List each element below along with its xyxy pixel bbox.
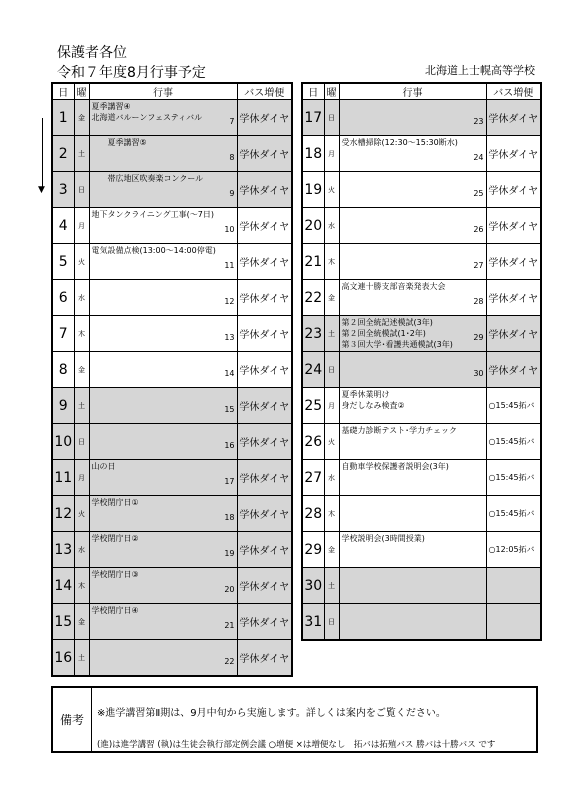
table-row <box>302 388 541 424</box>
bus-schedule: 学休ダイヤ <box>486 244 541 280</box>
weekday: 月 <box>324 136 339 172</box>
event-text: 学校閉庁日③ <box>91 570 139 579</box>
bus-schedule <box>486 568 541 604</box>
day-number: 1 <box>52 100 74 136</box>
day-number: 27 <box>302 460 324 496</box>
bus-schedule: 学休ダイヤ <box>486 100 541 136</box>
school-day-count: 13 <box>224 333 235 342</box>
bus-schedule: 学休ダイヤ <box>237 136 292 172</box>
day-number: 16 <box>52 640 74 677</box>
table-row <box>52 316 292 352</box>
weekday: 金 <box>74 352 89 388</box>
school-day-count: 8 <box>229 153 235 162</box>
event-text: 帯広地区吹奏楽コンクール <box>91 174 204 183</box>
day-number: 8 <box>52 352 74 388</box>
school-day-count: 29 <box>473 333 484 342</box>
bus-schedule: ○12:05拓バ <box>486 532 541 568</box>
day-number: 26 <box>302 424 324 460</box>
table-row <box>52 100 292 136</box>
event-cell <box>89 280 237 316</box>
day-number: 20 <box>302 208 324 244</box>
school-name: 北海道上士幌高等学校 <box>425 64 535 77</box>
bus-schedule: 学休ダイヤ <box>486 136 541 172</box>
bus-schedule: 学休ダイヤ <box>486 208 541 244</box>
bus-schedule: ○15:45拓バ <box>486 388 541 424</box>
table-row <box>302 532 541 568</box>
day-number: 13 <box>52 532 74 568</box>
table-row <box>302 280 541 316</box>
day-number: 31 <box>302 604 324 641</box>
event-cell <box>89 244 237 280</box>
school-day-count: 7 <box>229 117 235 126</box>
table-row <box>52 424 292 460</box>
event-cell <box>89 100 237 136</box>
weekday: 月 <box>74 208 89 244</box>
weekday: 金 <box>74 100 89 136</box>
event-cell <box>339 424 486 460</box>
bus-schedule: ○15:45拓バ <box>486 460 541 496</box>
notes-line-1: ※進学講習第Ⅱ期は、9月中旬から実施します。詳しくは案内をご覧ください。 <box>97 708 446 719</box>
table-row <box>52 172 292 208</box>
table-row <box>52 208 292 244</box>
event-cell <box>89 316 237 352</box>
bus-schedule: 学休ダイヤ <box>237 460 292 496</box>
table-row <box>52 244 292 280</box>
day-number: 5 <box>52 244 74 280</box>
table-row <box>52 640 292 677</box>
school-day-count: 26 <box>473 225 484 234</box>
span-arrow-line <box>42 118 43 190</box>
event-text: 第２回全統記述模試(3年) 第２回全統模試(1･2年) 第３回大学･看護共通模試(3年) <box>341 318 453 349</box>
weekday: 月 <box>74 460 89 496</box>
table-row <box>302 316 541 352</box>
day-number: 10 <box>52 424 74 460</box>
weekday: 土 <box>74 136 89 172</box>
weekday: 火 <box>74 496 89 532</box>
weekday: 金 <box>324 280 339 316</box>
school-day-count: 30 <box>473 369 484 378</box>
day-number: 30 <box>302 568 324 604</box>
school-day-count: 25 <box>473 189 484 198</box>
bus-schedule: 学休ダイヤ <box>237 352 292 388</box>
event-cell <box>339 208 486 244</box>
event-cell <box>89 568 237 604</box>
col-weekday: 曜 <box>324 83 339 100</box>
weekday: 水 <box>74 280 89 316</box>
col-bus: バス増便 <box>486 83 541 100</box>
table-row <box>302 568 541 604</box>
table-row <box>52 280 292 316</box>
day-number: 7 <box>52 316 74 352</box>
weekday: 日 <box>74 424 89 460</box>
school-day-count: 19 <box>224 549 235 558</box>
event-cell <box>89 496 237 532</box>
bus-schedule <box>486 604 541 641</box>
day-number: 24 <box>302 352 324 388</box>
weekday: 金 <box>74 604 89 640</box>
table-row <box>52 532 292 568</box>
school-day-count: 27 <box>473 261 484 270</box>
col-event: 行事 <box>89 83 237 100</box>
school-day-count: 21 <box>224 621 235 630</box>
bus-schedule: 学休ダイヤ <box>237 424 292 460</box>
weekday: 日 <box>324 100 339 136</box>
table-header-row <box>302 83 541 100</box>
day-number: 29 <box>302 532 324 568</box>
weekday: 日 <box>324 604 339 641</box>
bus-schedule: 学休ダイヤ <box>237 280 292 316</box>
school-day-count: 22 <box>224 657 235 666</box>
bus-schedule: 学休ダイヤ <box>237 640 292 677</box>
bus-schedule: ○15:45拓バ <box>486 496 541 532</box>
right-calendar-table <box>301 82 542 641</box>
event-cell <box>339 532 486 568</box>
weekday: 土 <box>74 640 89 677</box>
school-day-count: 28 <box>473 297 484 306</box>
table-row <box>302 136 541 172</box>
bus-schedule: 学休ダイヤ <box>486 172 541 208</box>
weekday: 水 <box>324 208 339 244</box>
event-cell <box>339 460 486 496</box>
day-number: 19 <box>302 172 324 208</box>
col-day: 日 <box>52 83 74 100</box>
school-day-count: 14 <box>224 369 235 378</box>
day-number: 17 <box>302 100 324 136</box>
day-number: 11 <box>52 460 74 496</box>
col-day: 日 <box>302 83 324 100</box>
weekday: 金 <box>324 532 339 568</box>
bus-schedule: 学休ダイヤ <box>237 100 292 136</box>
day-number: 14 <box>52 568 74 604</box>
event-cell <box>89 604 237 640</box>
event-cell <box>339 496 486 532</box>
event-cell <box>89 352 237 388</box>
event-cell <box>89 208 237 244</box>
day-number: 2 <box>52 136 74 172</box>
day-number: 15 <box>52 604 74 640</box>
school-day-count: 20 <box>224 585 235 594</box>
event-cell <box>89 640 237 677</box>
weekday: 木 <box>74 316 89 352</box>
bus-schedule: 学休ダイヤ <box>237 604 292 640</box>
event-cell <box>89 136 237 172</box>
weekday: 土 <box>74 388 89 424</box>
day-number: 9 <box>52 388 74 424</box>
event-cell <box>339 316 486 352</box>
weekday: 火 <box>324 172 339 208</box>
table-row <box>302 100 541 136</box>
weekday: 火 <box>324 424 339 460</box>
day-number: 3 <box>52 172 74 208</box>
bus-schedule: 学休ダイヤ <box>237 532 292 568</box>
table-row <box>302 604 541 641</box>
weekday: 水 <box>324 460 339 496</box>
table-row <box>52 568 292 604</box>
bus-schedule: 学休ダイヤ <box>237 172 292 208</box>
school-day-count: 12 <box>224 297 235 306</box>
table-header-row <box>52 83 292 100</box>
col-event: 行事 <box>339 83 486 100</box>
event-cell <box>339 280 486 316</box>
weekday: 水 <box>74 532 89 568</box>
event-text: 地下タンクライニング工事(～7日) <box>91 210 214 219</box>
day-number: 25 <box>302 388 324 424</box>
event-text: 夏季講習④ 北海道バルーンフェスティバル <box>91 102 203 122</box>
event-cell <box>339 172 486 208</box>
bus-schedule: 学休ダイヤ <box>237 496 292 532</box>
event-text: 高文連十勝支部音楽発表大会 <box>341 282 446 291</box>
school-day-count: 9 <box>229 189 235 198</box>
day-number: 22 <box>302 280 324 316</box>
event-text: 夏季休業明け 身だしなみ検査② <box>341 390 405 410</box>
school-day-count: 15 <box>224 405 235 414</box>
notes-label: 備考 <box>53 688 92 751</box>
event-text: 学校閉庁日④ <box>91 606 139 615</box>
down-arrow-icon: ▼ <box>38 185 45 195</box>
table-row <box>52 460 292 496</box>
day-number: 18 <box>302 136 324 172</box>
bus-schedule: 学休ダイヤ <box>486 352 541 388</box>
bus-schedule: 学休ダイヤ <box>237 208 292 244</box>
event-text: 学校閉庁日① <box>91 498 139 507</box>
weekday: 土 <box>324 316 339 352</box>
day-number: 23 <box>302 316 324 352</box>
table-row <box>302 352 541 388</box>
weekday: 木 <box>74 568 89 604</box>
bus-schedule: 学休ダイヤ <box>237 244 292 280</box>
table-row <box>302 208 541 244</box>
table-row <box>52 496 292 532</box>
bus-schedule: 学休ダイヤ <box>237 568 292 604</box>
notes-box <box>51 686 538 753</box>
event-cell <box>339 604 486 641</box>
weekday: 日 <box>324 352 339 388</box>
bus-schedule: 学休ダイヤ <box>237 316 292 352</box>
event-cell <box>339 244 486 280</box>
page-title: 令和７年度8月行事予定 <box>57 65 206 81</box>
weekday: 月 <box>324 388 339 424</box>
school-day-count: 16 <box>224 441 235 450</box>
table-row <box>302 244 541 280</box>
table-row <box>52 388 292 424</box>
bus-schedule: ○15:45拓バ <box>486 424 541 460</box>
table-row <box>52 604 292 640</box>
table-row <box>302 496 541 532</box>
school-day-count: 17 <box>224 477 235 486</box>
event-cell <box>339 100 486 136</box>
event-cell <box>339 568 486 604</box>
table-row <box>52 352 292 388</box>
notes-line-2: (進)は進学講習 (執)は生徒会執行部定例会議 ○増便 ×は増便なし 拓バは拓殖バス 勝バは十勝バス です <box>97 740 496 750</box>
day-number: 28 <box>302 496 324 532</box>
event-text: 自動車学校保護者説明会(3年) <box>341 462 449 471</box>
event-cell <box>339 388 486 424</box>
weekday: 土 <box>324 568 339 604</box>
left-calendar-table <box>51 82 293 677</box>
event-text: 学校説明会(3時間授業) <box>341 534 425 543</box>
col-weekday: 曜 <box>74 83 89 100</box>
event-text: 電気設備点検(13:00～14:00停電) <box>91 246 216 255</box>
school-day-count: 10 <box>224 225 235 234</box>
event-cell <box>89 424 237 460</box>
event-text: 受水槽掃除(12:30～15:30断水) <box>341 138 458 147</box>
table-row <box>302 172 541 208</box>
col-bus: バス増便 <box>237 83 292 100</box>
school-day-count: 23 <box>473 117 484 126</box>
event-cell <box>339 352 486 388</box>
event-cell <box>89 388 237 424</box>
bus-schedule: 学休ダイヤ <box>486 316 541 352</box>
day-number: 21 <box>302 244 324 280</box>
school-day-count: 11 <box>224 261 235 270</box>
weekday: 火 <box>74 244 89 280</box>
day-number: 6 <box>52 280 74 316</box>
bus-schedule: 学休ダイヤ <box>486 280 541 316</box>
day-number: 4 <box>52 208 74 244</box>
weekday: 木 <box>324 496 339 532</box>
event-cell <box>339 136 486 172</box>
table-row <box>52 136 292 172</box>
event-text: 学校閉庁日② <box>91 534 139 543</box>
event-cell <box>89 172 237 208</box>
school-day-count: 24 <box>473 153 484 162</box>
school-day-count: 18 <box>224 513 235 522</box>
table-row <box>302 460 541 496</box>
event-cell <box>89 532 237 568</box>
weekday: 木 <box>324 244 339 280</box>
event-text: 基礎力診断テスト･学力チェック <box>341 426 457 435</box>
event-text: 夏季講習⑤ <box>91 138 147 147</box>
day-number: 12 <box>52 496 74 532</box>
table-row <box>302 424 541 460</box>
event-text: 山の日 <box>91 462 116 471</box>
bus-schedule: 学休ダイヤ <box>237 388 292 424</box>
weekday: 日 <box>74 172 89 208</box>
addressee: 保護者各位 <box>57 45 127 61</box>
event-cell <box>89 460 237 496</box>
